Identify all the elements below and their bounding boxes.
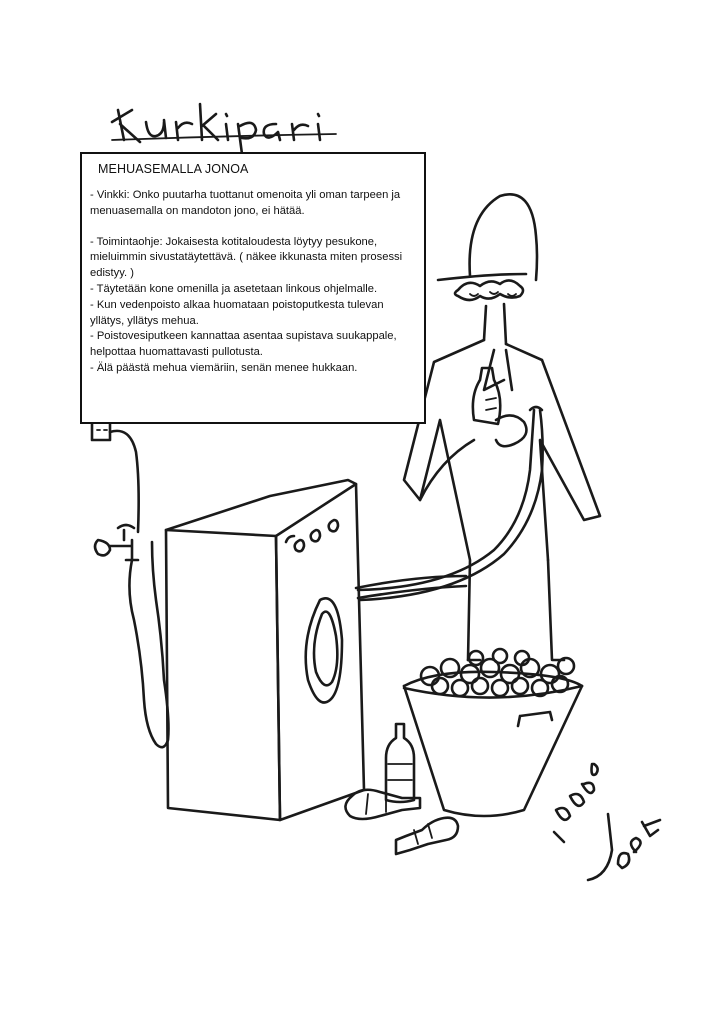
caption-paragraph: - Toimintaohje: Jokaisesta kotitaloudesta löytyy pesukone, mieluimmin sivustatäytettävä. ( näkee ikkunasta miten prosessi edistyy. ) — [90, 235, 403, 280]
caption-body — [90, 188, 416, 377]
artist-signature — [554, 764, 660, 880]
caption-paragraph: - Vinkki: Onko puutarha tuottanut omenoita yli oman tarpeen ja menuasemalla on mandoton jono, ei hätää. — [90, 189, 401, 217]
caption-paragraph: - Älä päästä mehua viemäriin, senän menee hukkaan. — [90, 361, 358, 374]
caption-heading: MEHUASEMALLA JONOA — [98, 162, 249, 176]
apple-bucket — [404, 649, 582, 816]
caption-paragraph: - Kun vedenpoisto alkaa huomataan poistoputkesta tulevan yllätys, yllätys mehua. — [90, 298, 384, 327]
drain-hose — [358, 407, 543, 600]
washing-machine — [166, 480, 466, 820]
caption-paragraph: - Poistovesiputkeen kannattaa asentaa supistava suukappale, helpottaa huomattavasti pullotusta. — [90, 330, 397, 359]
water-tap — [95, 525, 169, 747]
title-lettering — [112, 104, 336, 154]
caption-paragraph: - Täytetään kone omenilla ja asetetaan linkous ohjelmalle. — [90, 282, 378, 295]
caption-box — [80, 152, 426, 424]
wall-socket — [92, 420, 139, 532]
